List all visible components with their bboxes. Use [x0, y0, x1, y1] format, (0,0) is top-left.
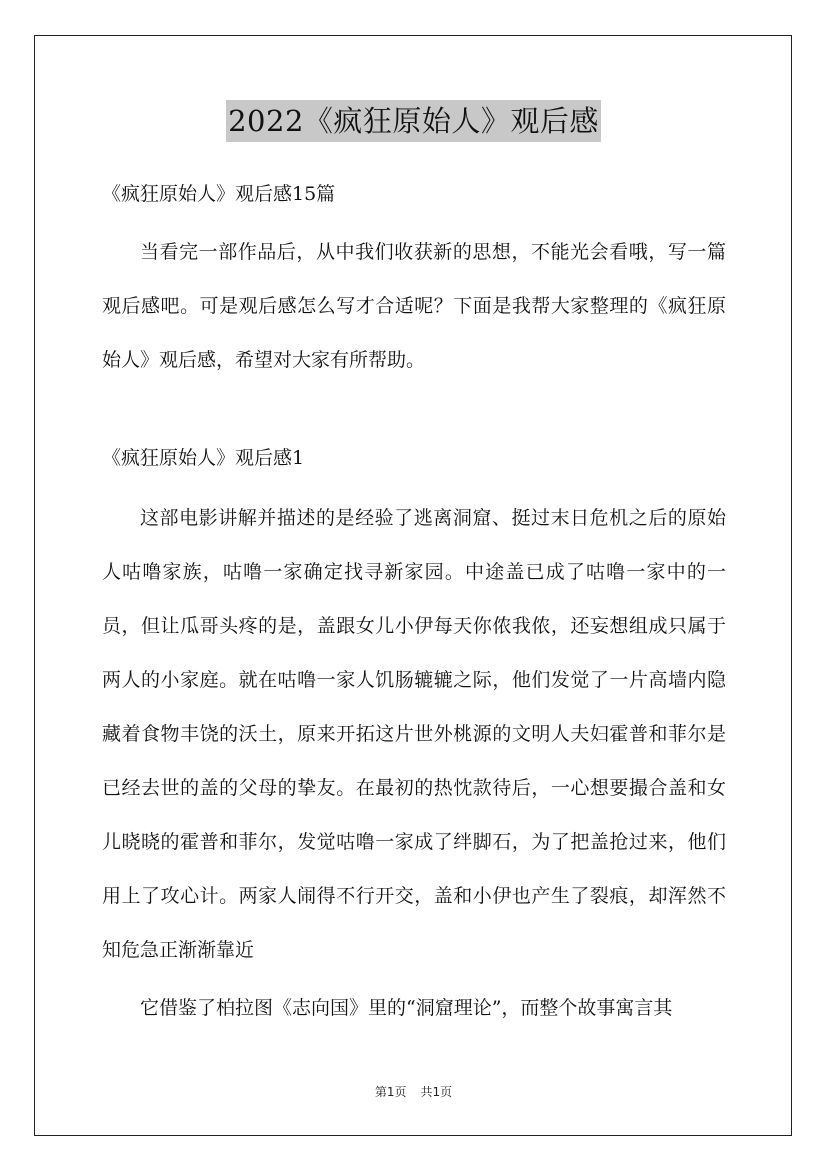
section-paragraph: 这部电影讲解并描述的是经验了逃离洞窟、挺过末日危机之后的原始人咕噜家族，咕噜一家确定找寻新家园。中途盖已成了咕噜一家中的一员，但让瓜哥头疼的是，盖跟女儿小伊每天你侬我侬，还妄想组成只属于两人的小家庭。就在咕噜一家人饥肠辘辘之际，他们发觉了一片高墙内隐藏着食物丰饶的沃土，原来开拓这片世外桃源的文明人夫妇霍普和菲尔是已经去世的盖的父母的挚友。在最初的热忱款待后，一心想要撮合盖和女儿晓晓的霍普和菲尔，发觉咕噜一家成了绊脚石，为了把盖抢过来，他们用上了攻心计。两家人闹得不行开交，盖和小伊也产生了裂痕，却浑然不知危急正渐渐靠近: [102, 507, 726, 961]
section-heading: 《疯狂原始人》观后感1: [102, 447, 305, 469]
spacer: [102, 387, 726, 439]
page-total: 共1页: [420, 1085, 453, 1099]
section-paragraph: 它借鉴了柏拉图《志向国》里的“洞窟理论”，而整个故事寓言其: [140, 997, 673, 1019]
document-title-wrapper: [0, 100, 827, 142]
document-subtitle: 《疯狂原始人》观后感15篇: [102, 183, 336, 205]
document-body: [102, 175, 726, 1035]
spacer: [102, 213, 726, 225]
spacer: [102, 477, 726, 491]
intro-paragraph: 当看完一部作品后，从中我们收获新的思想，不能光会看哦，写一篇观后感吧。可是观后感怎么写才合适呢？下面是我帮大家整理的《疯狂原始人》观后感，希望对大家有所帮助。: [102, 241, 726, 371]
page-number: 第1页: [374, 1085, 407, 1099]
document-title: 2022《疯狂原始人》观后感: [226, 100, 601, 142]
page-footer: [0, 1083, 827, 1100]
